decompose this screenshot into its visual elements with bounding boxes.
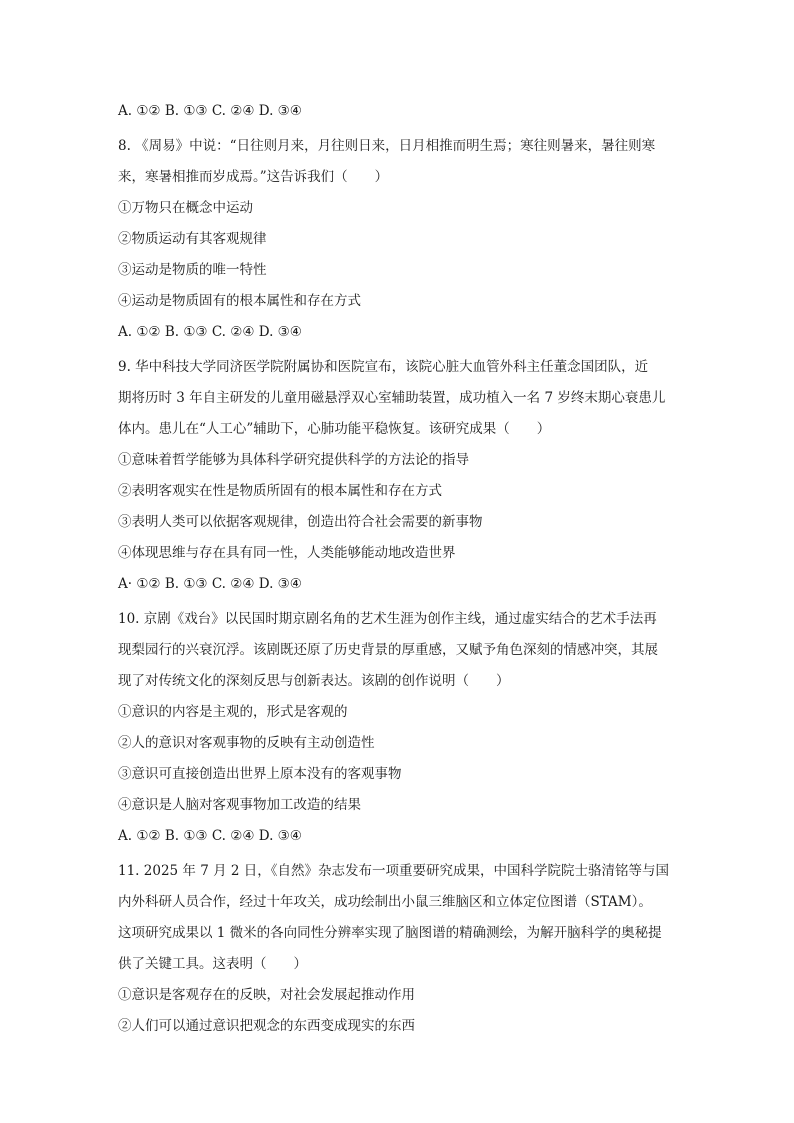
- document-page: [118, 100, 678, 1046]
- q8-item-4: ④运动是物质固有的根本属性和存在方式: [118, 293, 361, 309]
- q9-item-4: ④体现思维与存在具有同一性，人类能够能动地改造世界: [118, 545, 456, 561]
- q11-item-1: ①意识是客观存在的反映，对社会发展起推动作用: [118, 987, 415, 1003]
- q8-item-3: ③运动是物质的唯一特性: [118, 262, 267, 278]
- q9-item-3: ③表明人类可以依据客观规律，创造出符合社会需要的新事物: [118, 514, 483, 530]
- q11-item-2: ②人们可以通过意识把观念的东西变成现实的东西: [118, 1018, 415, 1034]
- q10-item-2: ②人的意识对客观事物的反映有主动创造性: [118, 735, 375, 751]
- question-11: [118, 856, 678, 1042]
- q8-stem-line-1: 8. 《周易》中说：“日往则月来，月往则日来，日月相推而明生焉；寒往则暑来，暑往则寒: [118, 138, 656, 154]
- q9-options: A· ①② B. ①③ C. ②④ D. ③④: [118, 576, 302, 592]
- q10-item-3: ③意识可直接创造出世界上原本没有的客观事物: [118, 766, 402, 782]
- q10-stem-line-2: 现梨园行的兴衰沉浮。该剧既还原了历史背景的厚重感，又赋予角色深刻的情感冲突，其展: [118, 642, 658, 658]
- q9-stem-line-1: 9. 华中科技大学同济医学院附属协和医院宣布，该院心脏大血管外科主任董念国团队，近: [118, 359, 649, 375]
- q11-stem-line-4: 供了关键工具。这表明（ ）: [118, 956, 307, 972]
- q11-stem-line-1: 11. 2025 年 7 月 2 日，《自然》杂志发布一项重要研究成果，中国科学院院士骆清铭等与国: [118, 863, 670, 879]
- q10-stem-line-1: 10. 京剧《戏台》以民国时期京剧名角的艺术生涯为创作主线，通过虚实结合的艺术手法再: [118, 611, 657, 627]
- q9-item-1: ①意味着哲学能够为具体科学研究提供科学的方法论的指导: [118, 452, 469, 468]
- question-9: [118, 352, 678, 600]
- q9-item-2: ②表明客观实在性是物质所固有的根本属性和存在方式: [118, 483, 442, 499]
- q8-stem-line-2: 来，寒暑相推而岁成焉。”这告诉我们（ ）: [118, 169, 389, 185]
- q10-item-4: ④意识是人脑对客观事物加工改造的结果: [118, 797, 361, 813]
- q9-stem-line-2: 期将历时 3 年自主研发的儿童用磁悬浮双心室辅助装置，成功植入一名 7 岁终末期心衰患儿: [118, 390, 666, 406]
- question-8: [118, 131, 678, 348]
- q10-stem-line-3: 现了对传统文化的深刻反思与创新表达。该剧的创作说明（ ）: [118, 673, 510, 689]
- q8-options: A. ①② B. ①③ C. ②④ D. ③④: [118, 324, 302, 340]
- q7-options: A. ①② B. ①③ C. ②④ D. ③④: [118, 103, 302, 119]
- q9-stem-line-3: 体内。患儿在“人工心”辅助下，心肺功能平稳恢复。该研究成果（ ）: [118, 421, 551, 437]
- q11-stem-line-3: 这项研究成果以 1 微米的各向同性分辨率实现了脑图谱的精确测绘，为解开脑科学的奥秘提: [118, 925, 662, 941]
- q10-options: A. ①② B. ①③ C. ②④ D. ③④: [118, 828, 302, 844]
- q8-item-1: ①万物只在概念中运动: [118, 200, 253, 216]
- q11-stem-line-2: 内外科研人员合作，经过十年攻关，成功绘制出小鼠三维脑区和立体定位图谱（STAM）。: [118, 894, 652, 910]
- q10-item-1: ①意识的内容是主观的，形式是客观的: [118, 704, 348, 720]
- question-10: [118, 604, 678, 852]
- q8-item-2: ②物质运动有其客观规律: [118, 231, 267, 247]
